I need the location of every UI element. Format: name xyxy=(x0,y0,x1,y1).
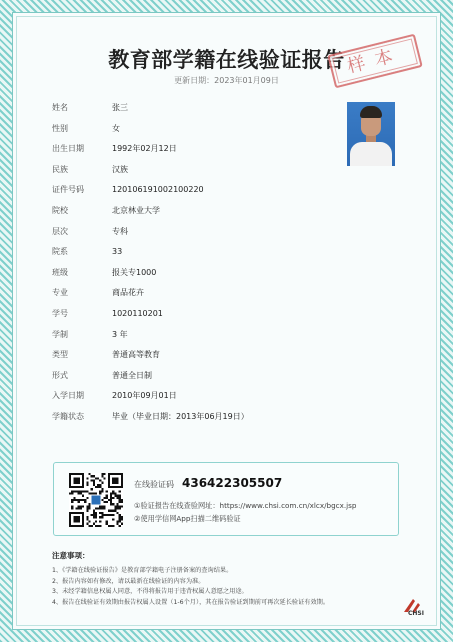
field-value: 张三 xyxy=(112,103,128,112)
field-ethnicity xyxy=(52,164,352,185)
chsi-logo-text: CHSI xyxy=(408,610,424,617)
field-label: 民族 xyxy=(52,164,68,174)
report-title: 教育部学籍在线验证报告 xyxy=(108,48,345,72)
verify-code-label: 在线验证码 xyxy=(134,480,174,489)
qr-code-icon[interactable] xyxy=(69,473,123,527)
verify-app-line: ②使用学信网App扫描二维码验证 xyxy=(134,514,241,523)
field-value: 1992年02月12日 xyxy=(112,144,177,154)
field-label: 出生日期 xyxy=(52,144,84,154)
field-birthdate xyxy=(52,143,352,164)
field-school xyxy=(52,205,352,226)
field-status xyxy=(52,411,352,432)
field-student-id xyxy=(52,308,352,329)
verification-box xyxy=(53,462,399,536)
notes-title: 注意事项： xyxy=(52,551,90,560)
field-label: 类型 xyxy=(52,350,68,360)
field-label: 性别 xyxy=(52,123,68,133)
field-level xyxy=(52,226,352,247)
field-value: 120106191002100220 xyxy=(112,185,204,195)
field-label: 专业 xyxy=(52,288,68,298)
note-item: 1、《学籍在线验证报告》是教育部学籍电子注册备案的查询结果。 xyxy=(52,567,233,574)
field-gender xyxy=(52,123,352,144)
note-item: 3、未经学籍信息权属人同意，不得将报告用于违背权属人意愿之用途。 xyxy=(52,588,248,595)
field-label: 姓名 xyxy=(52,103,68,112)
field-name xyxy=(52,102,352,123)
field-value: 1020110201 xyxy=(112,308,163,318)
field-label: 学制 xyxy=(52,329,68,339)
field-label: 院校 xyxy=(52,205,68,215)
field-label: 班级 xyxy=(52,267,68,277)
field-value: 毕业（毕业日期：2013年06月19日） xyxy=(112,411,249,421)
field-value: 北京林业大学 xyxy=(112,205,160,215)
field-label: 层次 xyxy=(52,226,68,236)
field-value: 普通全日制 xyxy=(112,370,152,380)
field-value: 普通高等教育 xyxy=(112,350,160,360)
field-department xyxy=(52,246,352,267)
field-form xyxy=(52,370,352,391)
student-photo xyxy=(347,102,395,166)
field-label: 形式 xyxy=(52,370,68,380)
sample-stamp: 样本 xyxy=(327,34,423,89)
note-item: 4、报告在线验证有效期由报告权属人设置（1-6个月），其在报告验证到期前可再次延长验证有效期。 xyxy=(52,598,330,606)
field-value: 专科 xyxy=(112,226,128,236)
field-class xyxy=(52,267,352,288)
field-value: 报关专1000 xyxy=(112,267,157,277)
notes-list xyxy=(52,566,392,608)
field-label: 学号 xyxy=(52,308,68,318)
field-value: 33 xyxy=(112,247,123,257)
student-info xyxy=(52,102,352,432)
update-date: 更新日期：2023年01月09日 xyxy=(174,76,279,85)
note-item: 2、报告内容如有修改，请以最新在线验证的内容为准。 xyxy=(52,577,205,585)
field-enroll-date xyxy=(52,390,352,411)
field-label: 学籍状态 xyxy=(52,411,84,421)
field-id-number xyxy=(52,184,352,205)
field-value: 女 xyxy=(112,123,120,133)
field-value: 2010年09月01日 xyxy=(112,391,177,401)
field-major xyxy=(52,287,352,308)
field-duration xyxy=(52,329,352,350)
field-label: 证件号码 xyxy=(52,185,84,195)
field-label: 院系 xyxy=(52,247,68,257)
field-label: 入学日期 xyxy=(52,391,84,401)
verify-code: 436422305507 xyxy=(182,476,283,490)
field-value: 汉族 xyxy=(112,164,128,174)
field-type xyxy=(52,349,352,370)
verify-url-line[interactable]: ①验证报告在线查验网址：https://www.chsi.com.cn/xlcx/bgcx.jsp xyxy=(134,501,357,510)
field-value: 商品花卉 xyxy=(112,288,144,298)
field-value: 3 年 xyxy=(112,329,128,339)
